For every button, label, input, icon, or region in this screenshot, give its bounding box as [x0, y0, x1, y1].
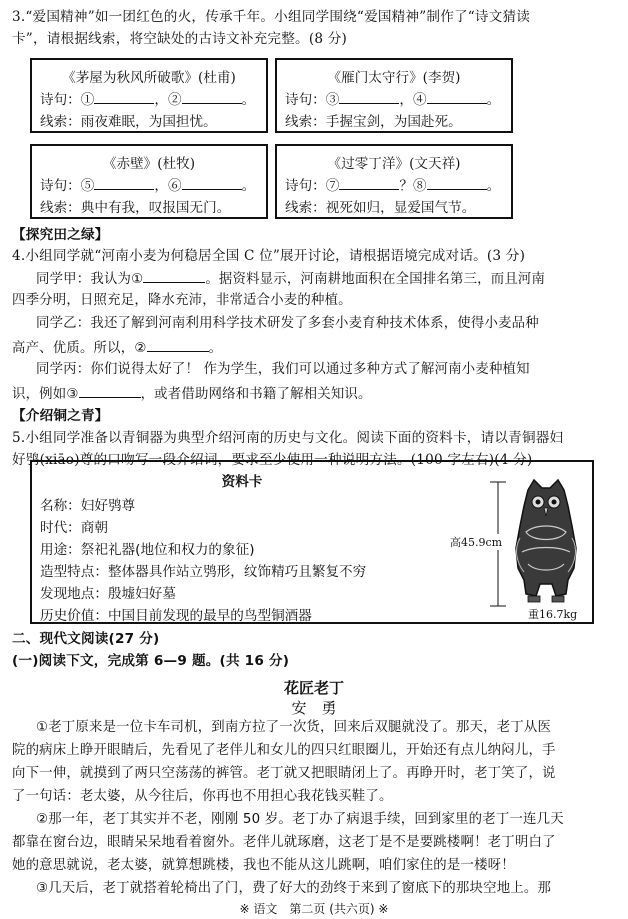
answer-blank-5[interactable]	[94, 176, 154, 190]
poem-card-title: 《茅屋为秋风所破歌》(杜甫)	[62, 70, 236, 86]
weight-label: 重16.7kg	[528, 608, 578, 621]
poem-card-title: 《过零丁洋》(文天祥)	[327, 156, 461, 172]
dialogue-student-c: 同学丙：你们说得太好了！ 作为学生，我们可以通过多种方式了解河南小麦种植知	[36, 362, 530, 377]
owl-zun-illustration	[506, 476, 586, 606]
dialogue-student-a-cont: 四季分明，日照充足，降水充沛，非常适合小麦的种植。	[12, 293, 352, 308]
q3-stem-line2: 卡”，请根据线索，将空缺处的古诗文补充完整。(8 分)	[12, 31, 347, 47]
answer-blank-q4-3[interactable]	[79, 384, 141, 398]
answer-blank-4[interactable]	[427, 90, 487, 104]
article-para-1-line-3: 向下一伸，就摸到了两只空荡荡的裤管。老丁就又把眼睛闭上了。再睁开时，老丁笑了，说	[12, 766, 556, 781]
article-para-1-line-4: 了一句话：老太婆，从今往后，你再也不用担心我花钱买鞋了。	[12, 789, 393, 804]
article-para-2-line-1: ②那一年，老丁其实并不老，刚刚 50 岁。老丁办了病退手续，回到家里的老丁一连几天	[36, 812, 564, 827]
part-two-subheading: (一)阅读下文，完成第 6—9 题。(共 16 分)	[12, 653, 290, 669]
dialogue-student-b: 同学乙：我还了解到河南利用科学技术研发了多套小麦育种技术体系，使得小麦品种	[36, 316, 539, 331]
dialogue-student-b-cont: 高产、优质。所以，② 。	[12, 338, 222, 358]
material-row-site: 发现地点：殷墟妇好墓	[40, 586, 176, 602]
poem-card-clue: 线索：典中有我，叹报国无门。	[40, 200, 231, 216]
article-para-2-line-3: 她的意思就说，老太婆，就算想跳楼，我也不能从这儿跳啊，咱们家住的是一楼呀！	[12, 858, 515, 873]
poem-card-verse: 诗句：⑦ ？⑧ 。	[285, 178, 501, 194]
poem-card-verse: 诗句：① ，② 。	[40, 92, 256, 108]
q5-stem-line1: 5.小组同学准备以青铜器为典型介绍河南的历史与文化。阅读下面的资料卡，请以青铜器妇	[12, 430, 564, 446]
q5-stem-line2: 好鸮(xiāo)尊的口吻写一段介绍词，要求至少使用一种说明方法。(100 字左右)(4 分)	[12, 452, 533, 468]
material-row-use: 用途：祭祀礼器(地位和权力的象征)	[40, 542, 255, 558]
material-row-era: 时代：商朝	[40, 520, 108, 536]
answer-blank-6[interactable]	[182, 176, 242, 190]
section-heading-field: 【探究田之绿】	[12, 227, 109, 243]
material-card-title: 资料卡	[221, 474, 263, 490]
poem-card-verse: 诗句：③ ，④ 。	[285, 92, 501, 108]
material-row-shape: 造型特点：整体器具作站立鸮形，纹饰精巧且繁复不穷	[40, 564, 367, 580]
answer-blank-2[interactable]	[182, 90, 242, 104]
article-author: 安 勇	[291, 699, 337, 717]
article-title: 花匠老丁	[283, 679, 344, 697]
height-label: 高45.9cm	[450, 536, 503, 549]
poem-card-clue: 线索：雨夜难眠，为国担忧。	[40, 114, 217, 130]
page-footer: ※ 语文 第二页 (共六页) ※	[239, 902, 389, 916]
article-para-3-line-1: ③几天后，老丁就搭着轮椅出了门，费了好大的劲终于来到了窗底下的那块空地上。那	[36, 881, 552, 896]
section-heading-bronze: 【介绍铜之青】	[12, 408, 109, 424]
material-card	[30, 460, 594, 624]
part-two-heading: 二、现代文阅读(27 分)	[12, 631, 160, 647]
article-para-1-line-1: ①老丁原来是一位卡车司机，到南方拉了一次货，回来后双腿就没了。那天，老丁从医	[36, 720, 552, 735]
poem-card-title: 《雁门太守行》(李贺)	[327, 70, 461, 86]
q4-stem: 4.小组同学就“河南小麦为何稳居全国 C 位”展开讨论，请根据语境完成对话。(3 分)	[12, 248, 526, 264]
poem-card-3	[30, 144, 268, 219]
answer-blank-q4-1[interactable]	[143, 269, 205, 283]
poem-card-1	[30, 58, 268, 133]
answer-blank-7[interactable]	[339, 176, 399, 190]
article-para-2-line-2: 都靠在窗台边，眼睛呆呆地看着窗外。老伴儿就琢磨，这老丁是不是要跳楼啊！老丁明白了	[12, 835, 556, 850]
q3-stem-line1: 3.“爱国精神”如一团红色的火，传承千年。小组同学围绕“爱国精神”制作了“诗文猜读	[12, 9, 531, 25]
answer-blank-q4-2[interactable]	[147, 338, 209, 352]
poem-card-verse: 诗句：⑤ ，⑥ 。	[40, 178, 256, 194]
poem-card-title: 《赤壁》(杜牧)	[102, 156, 196, 172]
material-row-name: 名称：妇好鸮尊	[40, 498, 136, 514]
poem-card-4	[275, 144, 513, 219]
article-para-1-line-2: 院的病床上睁开眼睛后，先看见了老伴儿和女儿的四只红眼圈儿，开始还有点儿纳闷儿，手	[12, 743, 556, 758]
poem-card-2	[275, 58, 513, 133]
material-row-value: 历史价值：中国目前发现的最早的鸟型铜酒器	[40, 608, 312, 624]
dialogue-student-c-cont: 识，例如③ ，或者借助网络和书籍了解相关知识。	[12, 384, 372, 404]
poem-card-clue: 线索：视死如归，显爱国气节。	[285, 200, 476, 216]
answer-blank-3[interactable]	[339, 90, 399, 104]
poem-card-clue: 线索：手握宝剑，为国赴死。	[285, 114, 462, 130]
answer-blank-1[interactable]	[94, 90, 154, 104]
answer-blank-8[interactable]	[427, 176, 487, 190]
dialogue-student-a: 同学甲：我认为① 。据资料显示，河南耕地面积在全国排名第三，而且河南	[36, 269, 545, 289]
